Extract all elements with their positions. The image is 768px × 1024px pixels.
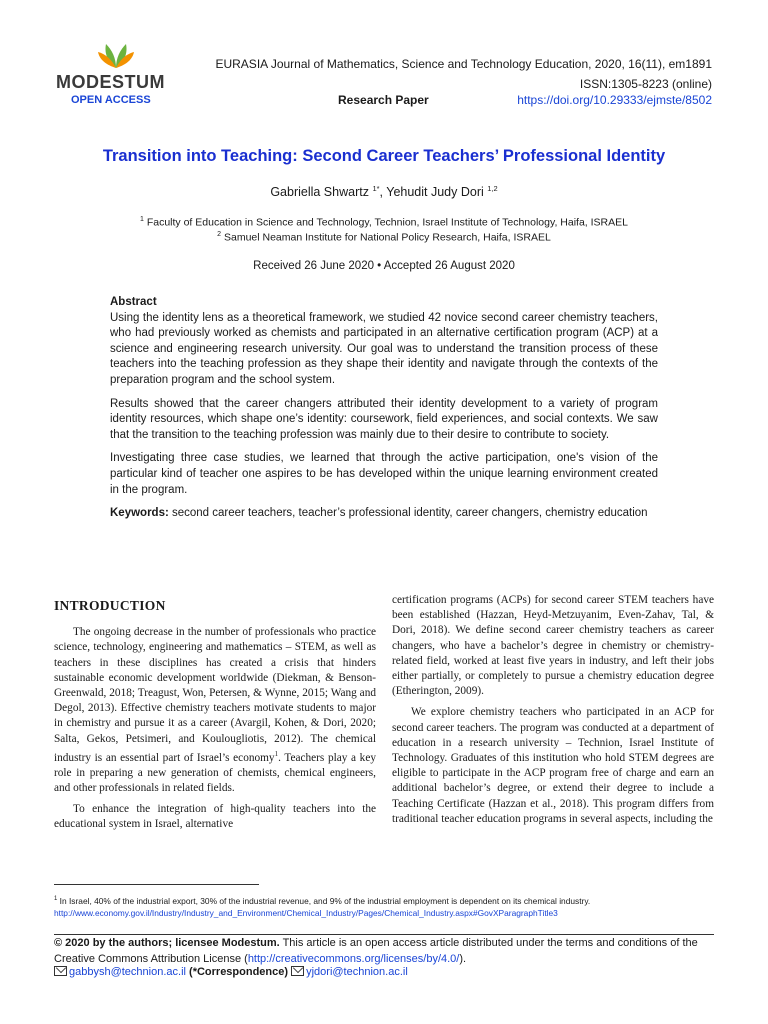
author-1-affiliation: 1* <box>372 184 380 193</box>
footnote-divider <box>54 884 259 885</box>
journal-name: EURASIA Journal of Mathematics, Science and Technology Education, 2020, 16(11), em1891 <box>215 57 712 71</box>
affiliation-2 <box>0 231 768 244</box>
affiliation-1-text: Faculty of Education in Science and Technology, Technion, Israel Institute of Technology, Haifa, ISRAEL <box>143 216 628 229</box>
envelope-icon <box>54 966 67 976</box>
keywords <box>110 506 658 522</box>
doi-link[interactable]: https://doi.org/10.29333/ejmste/8502 <box>517 93 712 107</box>
right-column <box>392 593 714 833</box>
correspondence-label: (*Correspondence) <box>185 966 292 978</box>
abstract <box>110 295 658 530</box>
right-paragraph-1: certification programs (ACPs) for second career STEM teachers have been established (Hazzan, Heyd-Metzuyanim, Even-Zahav, Tal, & Dori, 2018). We define second career chemistry teachers as career changers, who have a bachelor’s degree in chemistry or chemistry-related field, worked at least five years in industry, and left their jobs either partially, or completely to pursue a chemistry education degree (Etherington, 2009). <box>392 594 714 698</box>
intro-paragraph-2: To enhance the integration of high-quality teachers into the educational system in Israel, alternative <box>54 803 376 831</box>
modestum-logo <box>56 40 176 70</box>
abstract-paragraph-3: Investigating three case studies, we learned that through the active participation, one's vision of the particular kind of teacher one aspires to be has developed within the unique learning environment created in the program. <box>110 452 658 496</box>
author-1: Gabriella Shwartz <box>270 185 373 200</box>
author-2: , Yehudit Judy Dori <box>379 185 488 200</box>
right-paragraph-2: We explore chemistry teachers who participated in an ACP for second career teachers. The program was conducted at a department of education in a research university – Technion, Israel Institute of Technology. Graduates of this institution who hold STEM degrees are eligible to participate in the ACP program free of charge and earn an additional bachelor’s degree, or extend their degree to include a Teaching Certificate (Hazzan et al., 2018). This program differs from traditional teacher education programs in several aspects, including the <box>392 706 714 825</box>
keywords-label: Keywords: <box>110 507 169 520</box>
footnote-text: In Israel, 40% of the industrial export, 30% of the industrial revenue, and 9% of the industrial employment is dependent on its chemical industry. <box>57 895 591 906</box>
authors <box>0 184 768 199</box>
intro-paragraph-1-end: . Teachers play a key role in preparing a new generation of chemists, chemical engineers, and other professionals in related fields. <box>54 751 376 794</box>
footnote-number: 1 <box>54 896 58 902</box>
footnote <box>54 893 714 919</box>
section-heading-introduction: INTRODUCTION <box>54 598 166 613</box>
brand-name: MODESTUM <box>56 72 165 92</box>
leaf-logo-icon <box>98 40 134 70</box>
abstract-paragraph-1: Using the identity lens as a theoretical framework, we studied 42 novice second career chemistry teachers, who had previously worked as chemists and participated in an alternative certification program (ACP) at a science and engineering research university. Our goal was to understand the transition process of these teachers into the teaching profession as they shape their identity and navigate through the contexts of the preparation program and the school system. <box>110 311 658 386</box>
envelope-icon <box>291 966 304 976</box>
intro-paragraph-1 <box>54 625 376 796</box>
paper-type: Research Paper <box>338 93 429 107</box>
license-url[interactable]: http://creativecommons.org/licenses/by/4.0/ <box>247 952 460 965</box>
email-1[interactable]: gabbysh@technion.ac.il <box>69 966 186 978</box>
copyright: © 2020 by the authors; licensee Modestum. <box>54 937 280 949</box>
author-2-affiliation: 1,2 <box>487 184 498 193</box>
left-column <box>54 593 376 839</box>
affiliation-1 <box>0 216 768 229</box>
license-text: This article is an open access article distributed under the terms and conditions of the Creative Commons Attribution License ( <box>54 937 698 965</box>
license-end: ). <box>459 952 467 965</box>
abstract-heading: Abstract <box>110 296 157 308</box>
email-2[interactable]: yjdori@technion.ac.il <box>306 966 408 978</box>
issn: ISSN:1305-8223 (online) <box>579 77 712 91</box>
affiliation-2-marker: 2 <box>217 231 222 238</box>
paper-title: Transition into Teaching: Second Career Teachers’ Professional Identity <box>102 147 666 165</box>
footnote-url[interactable]: http://www.economy.gov.il/Industry/Industry_and_Environment/Chemical_Industry/Pages/Chemical_Industry.aspx#GovXParagraphTitle3 <box>54 907 558 918</box>
keywords-text: second career teachers, teacher’s professional identity, career changers, chemistry education <box>168 507 648 520</box>
affiliation-1-marker: 1 <box>140 216 144 223</box>
license-divider <box>54 934 714 935</box>
open-access-label: OPEN ACCESS <box>71 94 151 106</box>
contact-emails <box>54 966 408 978</box>
received-accepted-dates: Received 26 June 2020 • Accepted 26 August 2020 <box>253 260 515 272</box>
intro-paragraph-1-text: The ongoing decrease in the number of professionals who practice science, technology, engineering and mathematics – STEM, as well as teachers in these disciplines has created a crisis that hinders sustainable economic development worldwide (Diekman, & Benson-Greenwald, 2018; Treagust, Won, Petersen, & Wynne, 2015; Wang and Degol, 2013). Effective chemistry teachers motivate students to major in chemistry and pursue it as a career (Avargil, Kohen, & Dori, 2020; Salta, Gekos, Petsimeri, and Koulougliotis, 2012). The chemical industry is an essential part of Israel’s economy <box>54 626 376 764</box>
footnote-marker[interactable]: 1 <box>274 749 279 758</box>
license <box>54 936 714 967</box>
abstract-paragraph-2: Results showed that the career changers attributed their identity development to a variety of program identity resources, which shape one’s identity: coursework, field experiences, and social contexts. We saw that the transition to the teaching profession was mainly due to their desire to contribute to society. <box>110 397 658 441</box>
affiliation-2-text: Samuel Neaman Institute for National Policy Research, Haifa, ISRAEL <box>221 231 551 244</box>
